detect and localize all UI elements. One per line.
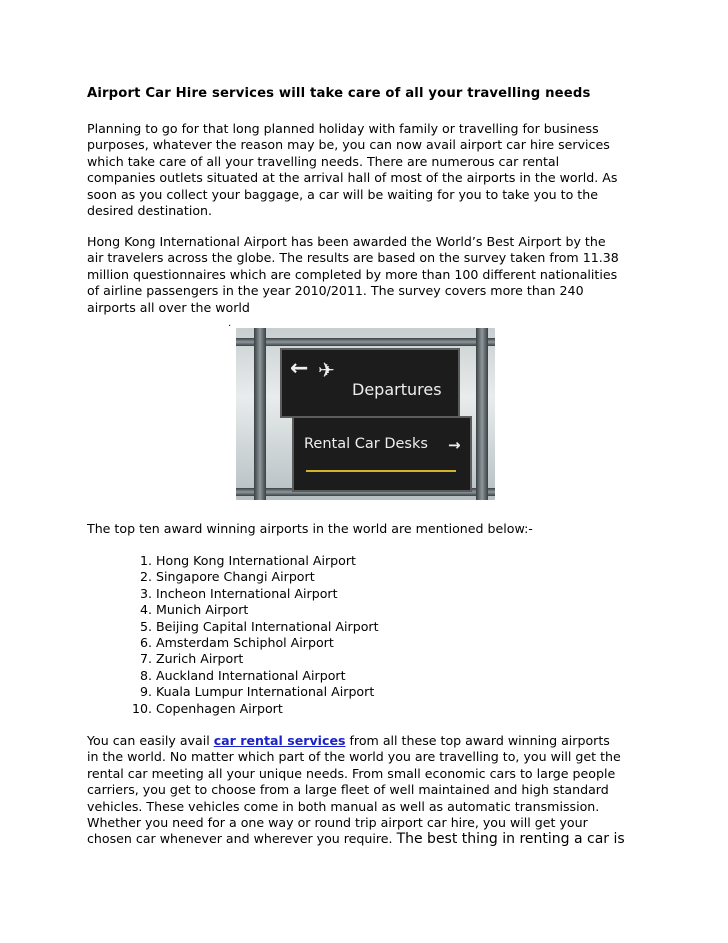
paragraph-line: Planning to go for that long planned holiday with family or travelling for business (87, 121, 599, 136)
paragraph-text: from all these top award winning airports (345, 733, 610, 748)
list-item (131, 619, 379, 635)
list-item (131, 701, 379, 717)
left-arrow-icon: ← (290, 356, 309, 381)
list-item (131, 602, 379, 618)
paragraph-line: carriers, you get to choose from a large fleet of well maintained and high standard (87, 782, 609, 798)
list-number: 7. (139, 651, 152, 667)
departures-sign (280, 348, 460, 418)
list-number: 1. (139, 553, 152, 568)
intro-paragraph (87, 121, 647, 219)
paragraph-line: desired destination. (87, 203, 213, 219)
paragraph-text: chosen car whenever and wherever you require. (87, 831, 397, 847)
airport-list (131, 553, 379, 717)
paragraph-text-large: The best thing in renting a car is (396, 831, 625, 848)
paragraph-line (87, 733, 647, 749)
paragraph-line: vehicles. These vehicles come in both manual as well as automatic transmission. (87, 798, 600, 814)
paragraph-line: purposes, whatever the reason may be, you can now avail airport car hire services (87, 137, 610, 153)
window-frame (236, 338, 495, 346)
list-number: 9. (139, 684, 152, 700)
airport-name: Hong Kong International Airport (156, 553, 356, 568)
airport-name: Singapore Changi Airport (156, 569, 315, 585)
list-intro: The top ten award winning airports in the world are mentioned below:- (87, 521, 533, 536)
list-number: 8. (139, 667, 152, 683)
paragraph-line: million questionnaires which are completed by more than 100 different nationalities (87, 266, 618, 282)
stray-dot: . (228, 318, 232, 329)
list-item (131, 684, 379, 700)
list-number: 3. (139, 585, 152, 601)
list-number: 10. (131, 700, 152, 716)
list-item (131, 651, 379, 667)
list-number: 5. (139, 618, 152, 634)
paragraph-line: in the world. No matter which part of the world you are travelling to, you will get the (87, 749, 621, 765)
paragraph-line: which take care of all your travelling needs. There are numerous car rental (87, 153, 560, 169)
sign-stripe (306, 470, 456, 472)
car-rental-paragraph (87, 733, 647, 848)
car-rental-services-link[interactable]: car rental services (213, 733, 346, 748)
paragraph-line: Hong Kong International Airport has been awarded the World’s Best Airport by the (87, 234, 606, 249)
airport-name: Auckland International Airport (156, 667, 346, 683)
rental-car-desks-sign (292, 416, 472, 492)
paragraph-line: rental car meeting all your unique needs. From small economic cars to large people (87, 765, 616, 781)
window-frame (254, 328, 266, 500)
article-title: Airport Car Hire services will take care of all your travelling needs (87, 86, 591, 101)
paragraph-line: airports all over the world (87, 299, 250, 315)
right-arrow-icon: → (448, 436, 461, 454)
award-paragraph (87, 234, 647, 316)
airport-signs-photo (236, 328, 495, 500)
airport-name: Copenhagen Airport (156, 700, 283, 716)
airplane-icon: ✈ (318, 358, 335, 382)
airport-name: Kuala Lumpur International Airport (156, 684, 375, 700)
window-frame (476, 328, 488, 500)
airport-name: Incheon International Airport (156, 585, 338, 601)
list-item (131, 668, 379, 684)
list-number: 2. (139, 569, 152, 585)
airport-name: Amsterdam Schiphol Airport (156, 635, 334, 651)
airport-name: Munich Airport (156, 602, 249, 618)
paragraph-line: of airline passengers in the year 2010/2011. The survey covers more than 240 (87, 283, 584, 299)
airport-name: Beijing Capital International Airport (156, 618, 379, 634)
list-number: 6. (139, 635, 152, 651)
list-item (131, 553, 379, 569)
paragraph-line: companies outlets situated at the arrival hall of most of the airports in the world. As (87, 170, 618, 186)
paragraph-text: You can easily avail (87, 733, 214, 748)
list-number: 4. (139, 602, 152, 618)
airport-name: Zurich Airport (156, 651, 244, 667)
list-item (131, 635, 379, 651)
paragraph-line: Whether you need for a one way or round trip airport car hire, you will get your (87, 815, 588, 831)
paragraph-line (87, 831, 647, 847)
list-item (131, 569, 379, 585)
list-item (131, 586, 379, 602)
departures-label: Departures (352, 380, 442, 399)
rental-car-desks-label: Rental Car Desks (304, 436, 428, 452)
paragraph-line: air travelers across the globe. The results are based on the survey taken from 11.38 (87, 250, 619, 266)
paragraph-line: soon as you collect your baggage, a car will be waiting for you to take you to the (87, 186, 598, 202)
